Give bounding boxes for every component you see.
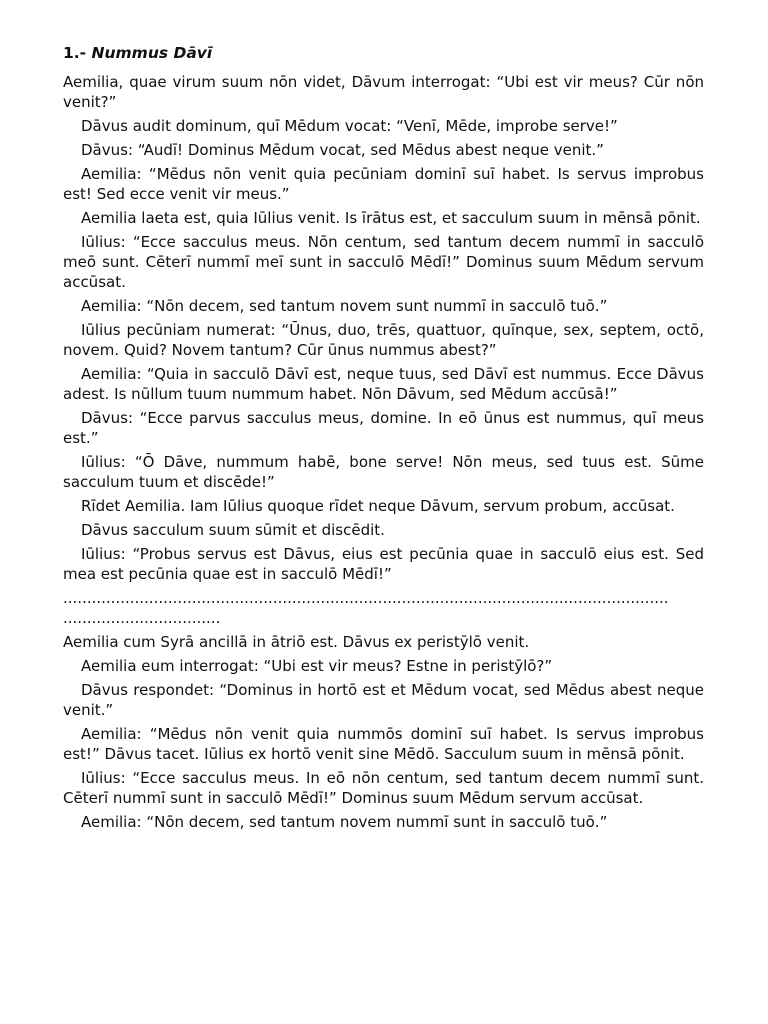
paragraph: Dāvus: “Audī! Dominus Mēdum vocat, sed Mēdus abest neque venit.” bbox=[81, 141, 604, 159]
paragraph: Iūlius: “Ecce sacculus meus. In eō nōn centum, sed tantum decem nummī sunt. Cēterī nummī sunt in sacculō Mēdī!” Dominus suum Mēdum servum accūsat. bbox=[63, 769, 704, 807]
paragraph: Iūlius pecūniam numerat: “Ūnus, duo, trēs, quattuor, quīnque, sex, septem, octō, novem. Quid? Novem tantum? Cūr ūnus nummus abest?” bbox=[63, 321, 704, 359]
paragraph: Iūlius: “Probus servus est Dāvus, eius est pecūnia quae in sacculō eius est. Sed mea est pecūnia quae est in sacculō Mēdī!” bbox=[63, 545, 704, 583]
paragraph: Aemilia cum Syrā ancillā in ātriō est. Dāvus ex peristȳlō venit. bbox=[63, 633, 530, 651]
separator-line: ................................. bbox=[63, 609, 221, 627]
separator-line: ............................................................................................................................... bbox=[63, 589, 669, 607]
exercise-title: Nummus Dāvī bbox=[91, 44, 213, 62]
exercise-number: 1.- bbox=[63, 44, 87, 62]
section-rewritten-text bbox=[63, 632, 704, 832]
paragraph: Aemilia: “Quia in sacculō Dāvī est, neque tuus, sed Dāvī est nummus. Ecce Dāvus adest. Is nūllum tuum nummum habet. Nōn Dāvum, sed Mēdum accūsā!” bbox=[63, 365, 704, 403]
paragraph: Aemilia: “Mēdus nōn venit quia nummōs dominī suī habet. Is servus improbus est!” Dāvus tacet. Iūlius ex hortō venit sine Mēdō. Sacculum suum in mēnsā pōnit. bbox=[63, 725, 704, 763]
paragraph: Aemilia: “Nōn decem, sed tantum novem sunt nummī in sacculō tuō.” bbox=[81, 297, 608, 315]
dotted-separator bbox=[63, 588, 704, 628]
paragraph: Dāvus: “Ecce parvus sacculus meus, domine. In eō ūnus est nummus, quī meus est.” bbox=[63, 409, 704, 447]
document-page bbox=[63, 42, 704, 836]
paragraph: Aemilia laeta est, quia Iūlius venit. Is īrātus est, et sacculum suum in mēnsā pōnit. bbox=[81, 209, 701, 227]
paragraph: Dāvus respondet: “Dominus in hortō est et Mēdum vocat, sed Mēdus abest neque venit.” bbox=[63, 681, 704, 719]
paragraph: Aemilia, quae virum suum nōn videt, Dāvum interrogat: “Ubi est vir meus? Cūr nōn venit?” bbox=[63, 73, 704, 111]
paragraph: Aemilia: “Mēdus nōn venit quia pecūniam dominī suī habet. Is servus improbus est! Sed ecce venit vir meus.” bbox=[63, 165, 704, 203]
paragraph: Aemilia: “Nōn decem, sed tantum novem nummī sunt in sacculō tuō.” bbox=[81, 813, 608, 831]
paragraph: Aemilia eum interrogat: “Ubi est vir meus? Estne in peristȳlō?” bbox=[81, 657, 553, 675]
paragraph: Rīdet Aemilia. Iam Iūlius quoque rīdet neque Dāvum, servum probum, accūsat. bbox=[81, 497, 675, 515]
paragraph: Iūlius: “Ō Dāve, nummum habē, bone serve! Nōn meus, sed tuus est. Sūme sacculum tuum et discēde!” bbox=[63, 453, 704, 491]
paragraph: Dāvus audit dominum, quī Mēdum vocat: “Venī, Mēde, improbe serve!” bbox=[81, 117, 618, 135]
paragraph: Iūlius: “Ecce sacculus meus. Nōn centum, sed tantum decem nummī in sacculō meō sunt. Cēterī nummī meī sunt in sacculō Mēdī!” Dominus suum Mēdum servum accūsat. bbox=[63, 233, 704, 291]
paragraph: Dāvus sacculum suum sūmit et discēdit. bbox=[81, 521, 385, 539]
exercise-heading bbox=[63, 42, 704, 64]
section-original-text bbox=[63, 72, 704, 584]
